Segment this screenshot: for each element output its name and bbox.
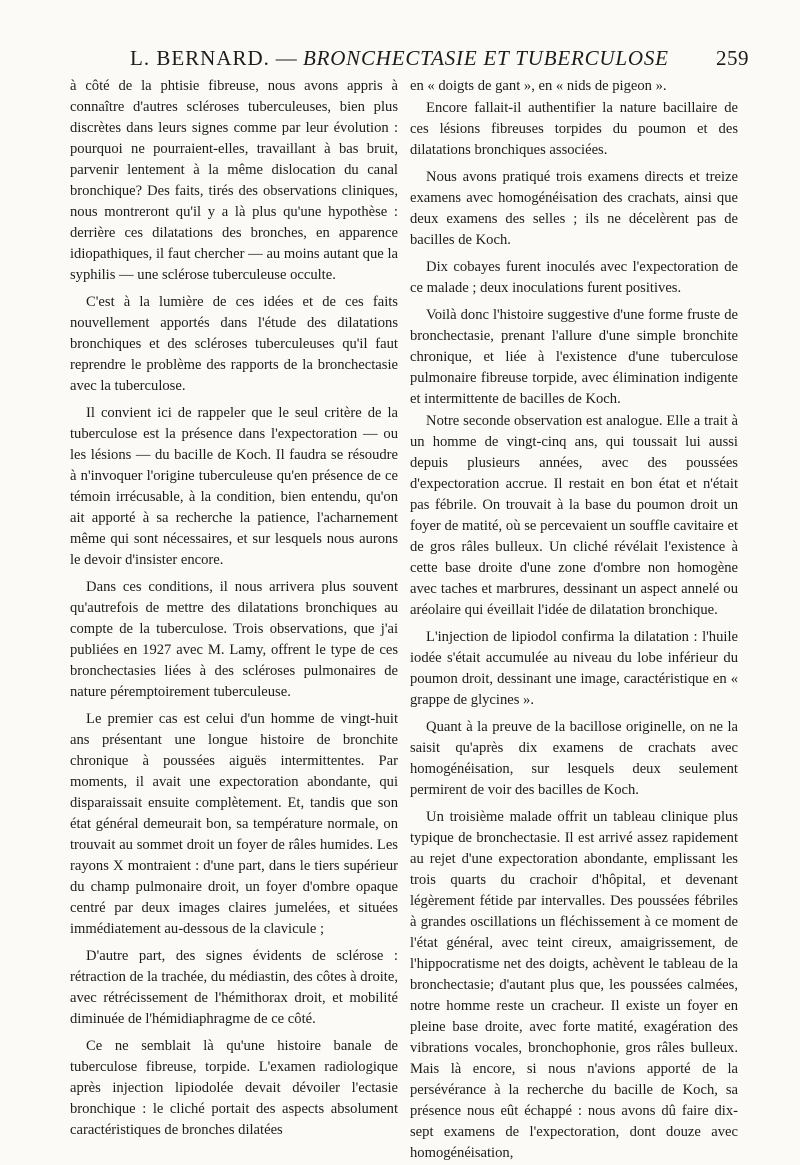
paragraph: Nous avons pratiqué trois examens directs et treize examens avec homogénéisation des crachats, ainsi que deux examens des selles ; ils ne décelèrent pas de bacilles de Koch.	[410, 169, 738, 248]
page-number: 259	[716, 46, 749, 70]
running-header	[130, 46, 800, 80]
paragraph: D'autre part, des signes évidents de sclérose : rétraction de la trachée, du médiastin, des côtes à droite, avec rétrécissement de l'hémithorax droit, et mobilité diminuée de l'hémidiaphragme de ce côté.	[70, 948, 398, 1027]
paragraph: Encore fallait-il authentifier la nature bacillaire de ces lésions fibreuses torpides du poumon et des dilatations bronchiques associées.	[410, 100, 738, 158]
header-dash: —	[275, 46, 298, 70]
paragraph: Un troisième malade offrit un tableau clinique plus typique de bronchectasie. Il est arrivé assez rapidement au rejet d'une expectoration abondante, emplissant les trois quarts du crachoir d'hôpital, et devenant légèrement fétide par intervalles. Des poussées fébriles à grandes oscillations un fléchissement à ce moment de l'état général, avec teint cireux, amaigrissement, de l'hippocratisme net des doigts, achèvent le tableau de la bronchectasie; d'autant plus que, les poussées calmées, notre homme reste un cracheur. Il existe un foyer en pleine base droite, avec forte matité, exagération des vibrations vocales, bronchophonie, gros râles bulleux. Mais là encore, si nous n'avions apporté de la persévérance à la recherche du bacille de Koch, sa présence nous eût échappé : nous avons dû faire dix-sept examens de l'expectoration, dont douze avec homogénéisation,	[410, 809, 738, 1161]
left-column	[70, 76, 398, 1142]
paragraph: Il convient ici de rappeler que le seul critère de la tuberculose est la présence dans l'expectoration — ou les lésions — du bacille de Koch. Il faudra se résoudre à n'invoquer l'origine tuberculeuse qu'en présence de ce témoin irrécusable, à la condition, bien entendu, qu'on ait apporté à sa recherche la patience, l'acharnement même qui sont nécessaires, et sur lesquels nous aurons le devoir d'insister encore.	[70, 405, 398, 568]
paragraph: en « doigts de gant », en « nids de pigeon ».	[410, 78, 667, 94]
paragraph: Dans ces conditions, il nous arrivera plus souvent qu'autrefois de mettre des dilatations bronchiques au compte de la tuberculose. Trois observations, que j'ai publiées en 1927 avec M. Lamy, offrent le type de ces bronchectasies liées à des scléroses pulmonaires de nature péremptoirement tuberculeuse.	[70, 579, 398, 700]
paragraph: à côté de la phtisie fibreuse, nous avons appris à connaître d'autres scléroses tuberculeuses, bien plus discrètes dans leurs signes comme par leur évolution : pourquoi ne pourraient-elles, travaillant à bas bruit, parvenir lentement à la même dislocation du canal bronchique? Des faits, tirés des observations cliniques, nous montreront qu'il y a là plus qu'une hypothèse : derrière ces dilatations des bronches, en apparence idiopathiques, il faut chercher — au moins autant que la syphilis — une sclérose tuberculeuse occulte.	[70, 78, 398, 283]
paragraph: Le premier cas est celui d'un homme de vingt-huit ans présentant une longue histoire de bronchite chronique à poussées aiguës intermittentes. Par moments, il avait une expectoration abondante, qui disparaissait ensuite complètement. Et, tandis que son état général demeurait bon, sa température normale, on trouvait au sommet droit un foyer de râles humides. Les rayons X montraient : d'une part, dans le tiers supérieur du champ pulmonaire droit, un foyer d'ombre opaque centré par deux images claires jumelées, et situées immédiatement au-dessous de la clavicule ;	[70, 711, 398, 937]
right-column	[410, 76, 738, 1165]
paragraph: Notre seconde observation est analogue. Elle a trait à un homme de vingt-cinq ans, qui toussait lui aussi depuis plusieurs années, avec des poussées d'expectoration accrue. Il restait en bon état et n'était pas fébrile. On trouvait à la base du poumon droit un foyer de matité, où se percevaient un souffle cavitaire et de gros râles bulleux. Un cliché révélait l'existence à cette base droite d'une zone d'ombre non homogène avec taches et marbrures, dessinant un aspect annelé ou aréolaire qui éveillait l'idée de dilatation bronchique.	[410, 413, 738, 618]
paragraph: Voilà donc l'histoire suggestive d'une forme fruste de bronchectasie, prenant l'allure d'une simple bronchite chronique, et liée à l'existence d'une tuberculose pulmonaire fibreuse torpide, avec élimination indigente et intermittente de bacilles de Koch.	[410, 307, 738, 407]
paragraph: C'est à la lumière de ces idées et de ces faits nouvellement apportés dans l'étude des dilatations bronchiques et des scléroses tuberculeuses qu'il faut reprendre le problème des rapports de la bronchectasie avec la tuberculose.	[70, 294, 398, 394]
paragraph: Quant à la preuve de la bacillose originelle, on ne la saisit qu'après dix examens de crachats avec homogénéisation, sur lesquels deux seulement permirent de voir des bacilles de Koch.	[410, 719, 738, 798]
paragraph: L'injection de lipiodol confirma la dilatation : l'huile iodée s'était accumulée au niveau du lobe inférieur du poumon droit, dessinant une image, caractéristique en « grappe de glycines ».	[410, 629, 738, 708]
header-title: BRONCHECTASIE ET TUBERCULOSE	[302, 46, 669, 70]
header-author: L. BERNARD.	[130, 46, 270, 70]
paragraph: Dix cobayes furent inoculés avec l'expectoration de ce malade ; deux inoculations furent positives.	[410, 259, 738, 296]
paragraph: Ce ne semblait là qu'une histoire banale de tuberculose fibreuse, torpide. L'examen radiologique après injection lipiodolée devait dévoiler l'ectasie bronchique : le cliché portait des aspects absolument caractéristiques de bronches dilatées	[70, 1038, 398, 1138]
